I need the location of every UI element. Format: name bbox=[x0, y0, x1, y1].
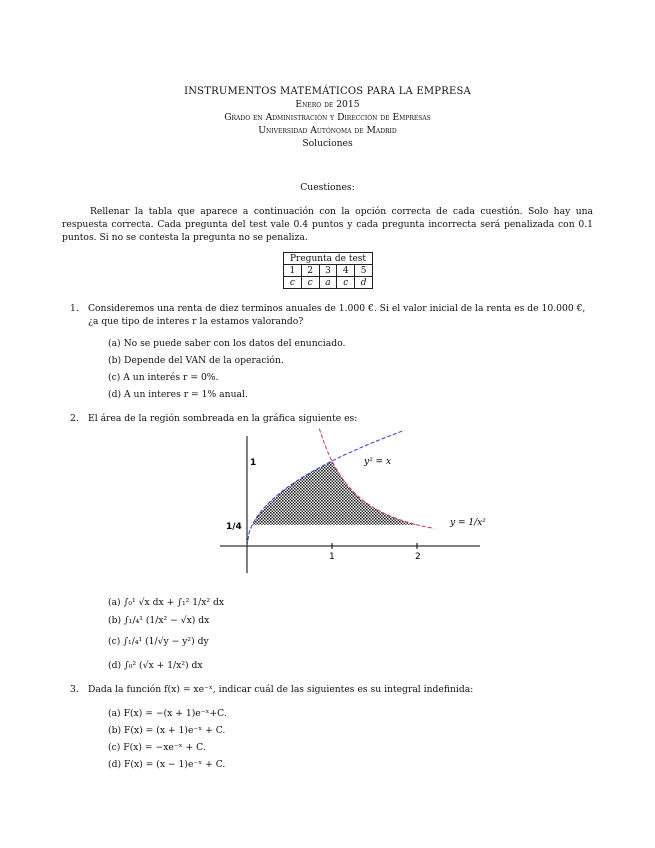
option-3c: (c) F(x) = −xe⁻ˣ + C. bbox=[108, 742, 206, 753]
section-title: Cuestiones: bbox=[300, 182, 355, 193]
question-text: Dada la función f(x) = xe⁻ˣ, indicar cuál de las siguientes es su integral indefinida: bbox=[88, 684, 474, 695]
option-3a: (a) F(x) = −(x + 1)e⁻ˣ+C. bbox=[108, 708, 227, 719]
y-label-1: 1 bbox=[250, 458, 257, 468]
exam-university: Universidad Autónoma de Madrid bbox=[258, 125, 397, 136]
answer-table-number: 5 bbox=[355, 265, 373, 277]
question-text: El área de la región sombreada en la gráfica siguiente es: bbox=[88, 413, 358, 424]
answer-table bbox=[283, 252, 373, 289]
question-number: 1. bbox=[70, 303, 79, 314]
option-2a: (a) ∫₀¹ √x dx + ∫₁² 1/x² dx bbox=[108, 597, 225, 608]
answer-table-number: 1 bbox=[284, 265, 302, 277]
y-label-quarter: 1/4 bbox=[226, 522, 242, 532]
x-label-1: 1 bbox=[329, 552, 335, 562]
exam-subtitle: Soluciones bbox=[302, 138, 353, 149]
curve-label-upper: y² = x bbox=[364, 457, 392, 467]
option-1d: (d) A un interes r = 1% anual. bbox=[108, 389, 248, 400]
question-number: 2. bbox=[70, 413, 79, 424]
answer-table-answer: d bbox=[355, 277, 373, 289]
curve-label-lower: y = 1/x² bbox=[450, 518, 486, 528]
answer-table-answer: c bbox=[301, 277, 319, 289]
option-1c: (c) A un interés r = 0%. bbox=[108, 372, 219, 383]
option-2c: (c) ∫₁/₄¹ (1/√y − y²) dy bbox=[108, 636, 209, 647]
question-3 bbox=[70, 683, 593, 696]
exam-title: INSTRUMENTOS MATEMÁTICOS PARA LA EMPRESA bbox=[184, 86, 471, 97]
answer-table-answer: a bbox=[319, 277, 337, 289]
option-1b: (b) Depende del VAN de la operación. bbox=[108, 355, 284, 366]
option-2d: (d) ∫₀² (√x + 1/x²) dx bbox=[108, 660, 203, 671]
x-label-2: 2 bbox=[415, 552, 421, 562]
answer-table-number: 2 bbox=[301, 265, 319, 277]
option-2b: (b) ∫₁/₄¹ (1/x² − √x) dx bbox=[108, 615, 210, 626]
instructions-paragraph: Rellenar la tabla que aparece a continuación con la opción correcta de cada cuestión. Solo hay una respuesta correcta. Cada pregunta del test vale 0.4 puntos y cada pregunta incorrecta será penalizada con 0.1 puntos. Si no se contesta la pregunta no se penaliza. bbox=[62, 206, 593, 243]
answer-table-answer: c bbox=[337, 277, 355, 289]
option-3b: (b) F(x) = (x + 1)e⁻ˣ + C. bbox=[108, 725, 226, 736]
exam-date: Enero de 2015 bbox=[295, 99, 360, 110]
question-1 bbox=[70, 302, 593, 328]
answer-table-answer: c bbox=[284, 277, 302, 289]
area-graph bbox=[210, 428, 490, 578]
option-1a: (a) No se puede saber con los datos del enunciado. bbox=[108, 338, 346, 349]
question-number: 3. bbox=[70, 684, 79, 695]
question-text: Consideremos una renta de diez terminos anuales de 1.000 €. Si el valor inicial de la renta es de 10.000 €, ¿a que tipo de interes r la estamos valorando? bbox=[88, 303, 586, 327]
answer-table-header: Pregunta de test bbox=[284, 253, 373, 265]
answer-table-number: 4 bbox=[337, 265, 355, 277]
option-3d: (d) F(x) = (x − 1)e⁻ˣ + C. bbox=[108, 759, 226, 770]
shaded-region bbox=[252, 461, 417, 525]
answer-table-number: 3 bbox=[319, 265, 337, 277]
exam-degree: Grado en Administración y Dirección de Empresas bbox=[224, 112, 431, 123]
question-2 bbox=[70, 412, 593, 425]
